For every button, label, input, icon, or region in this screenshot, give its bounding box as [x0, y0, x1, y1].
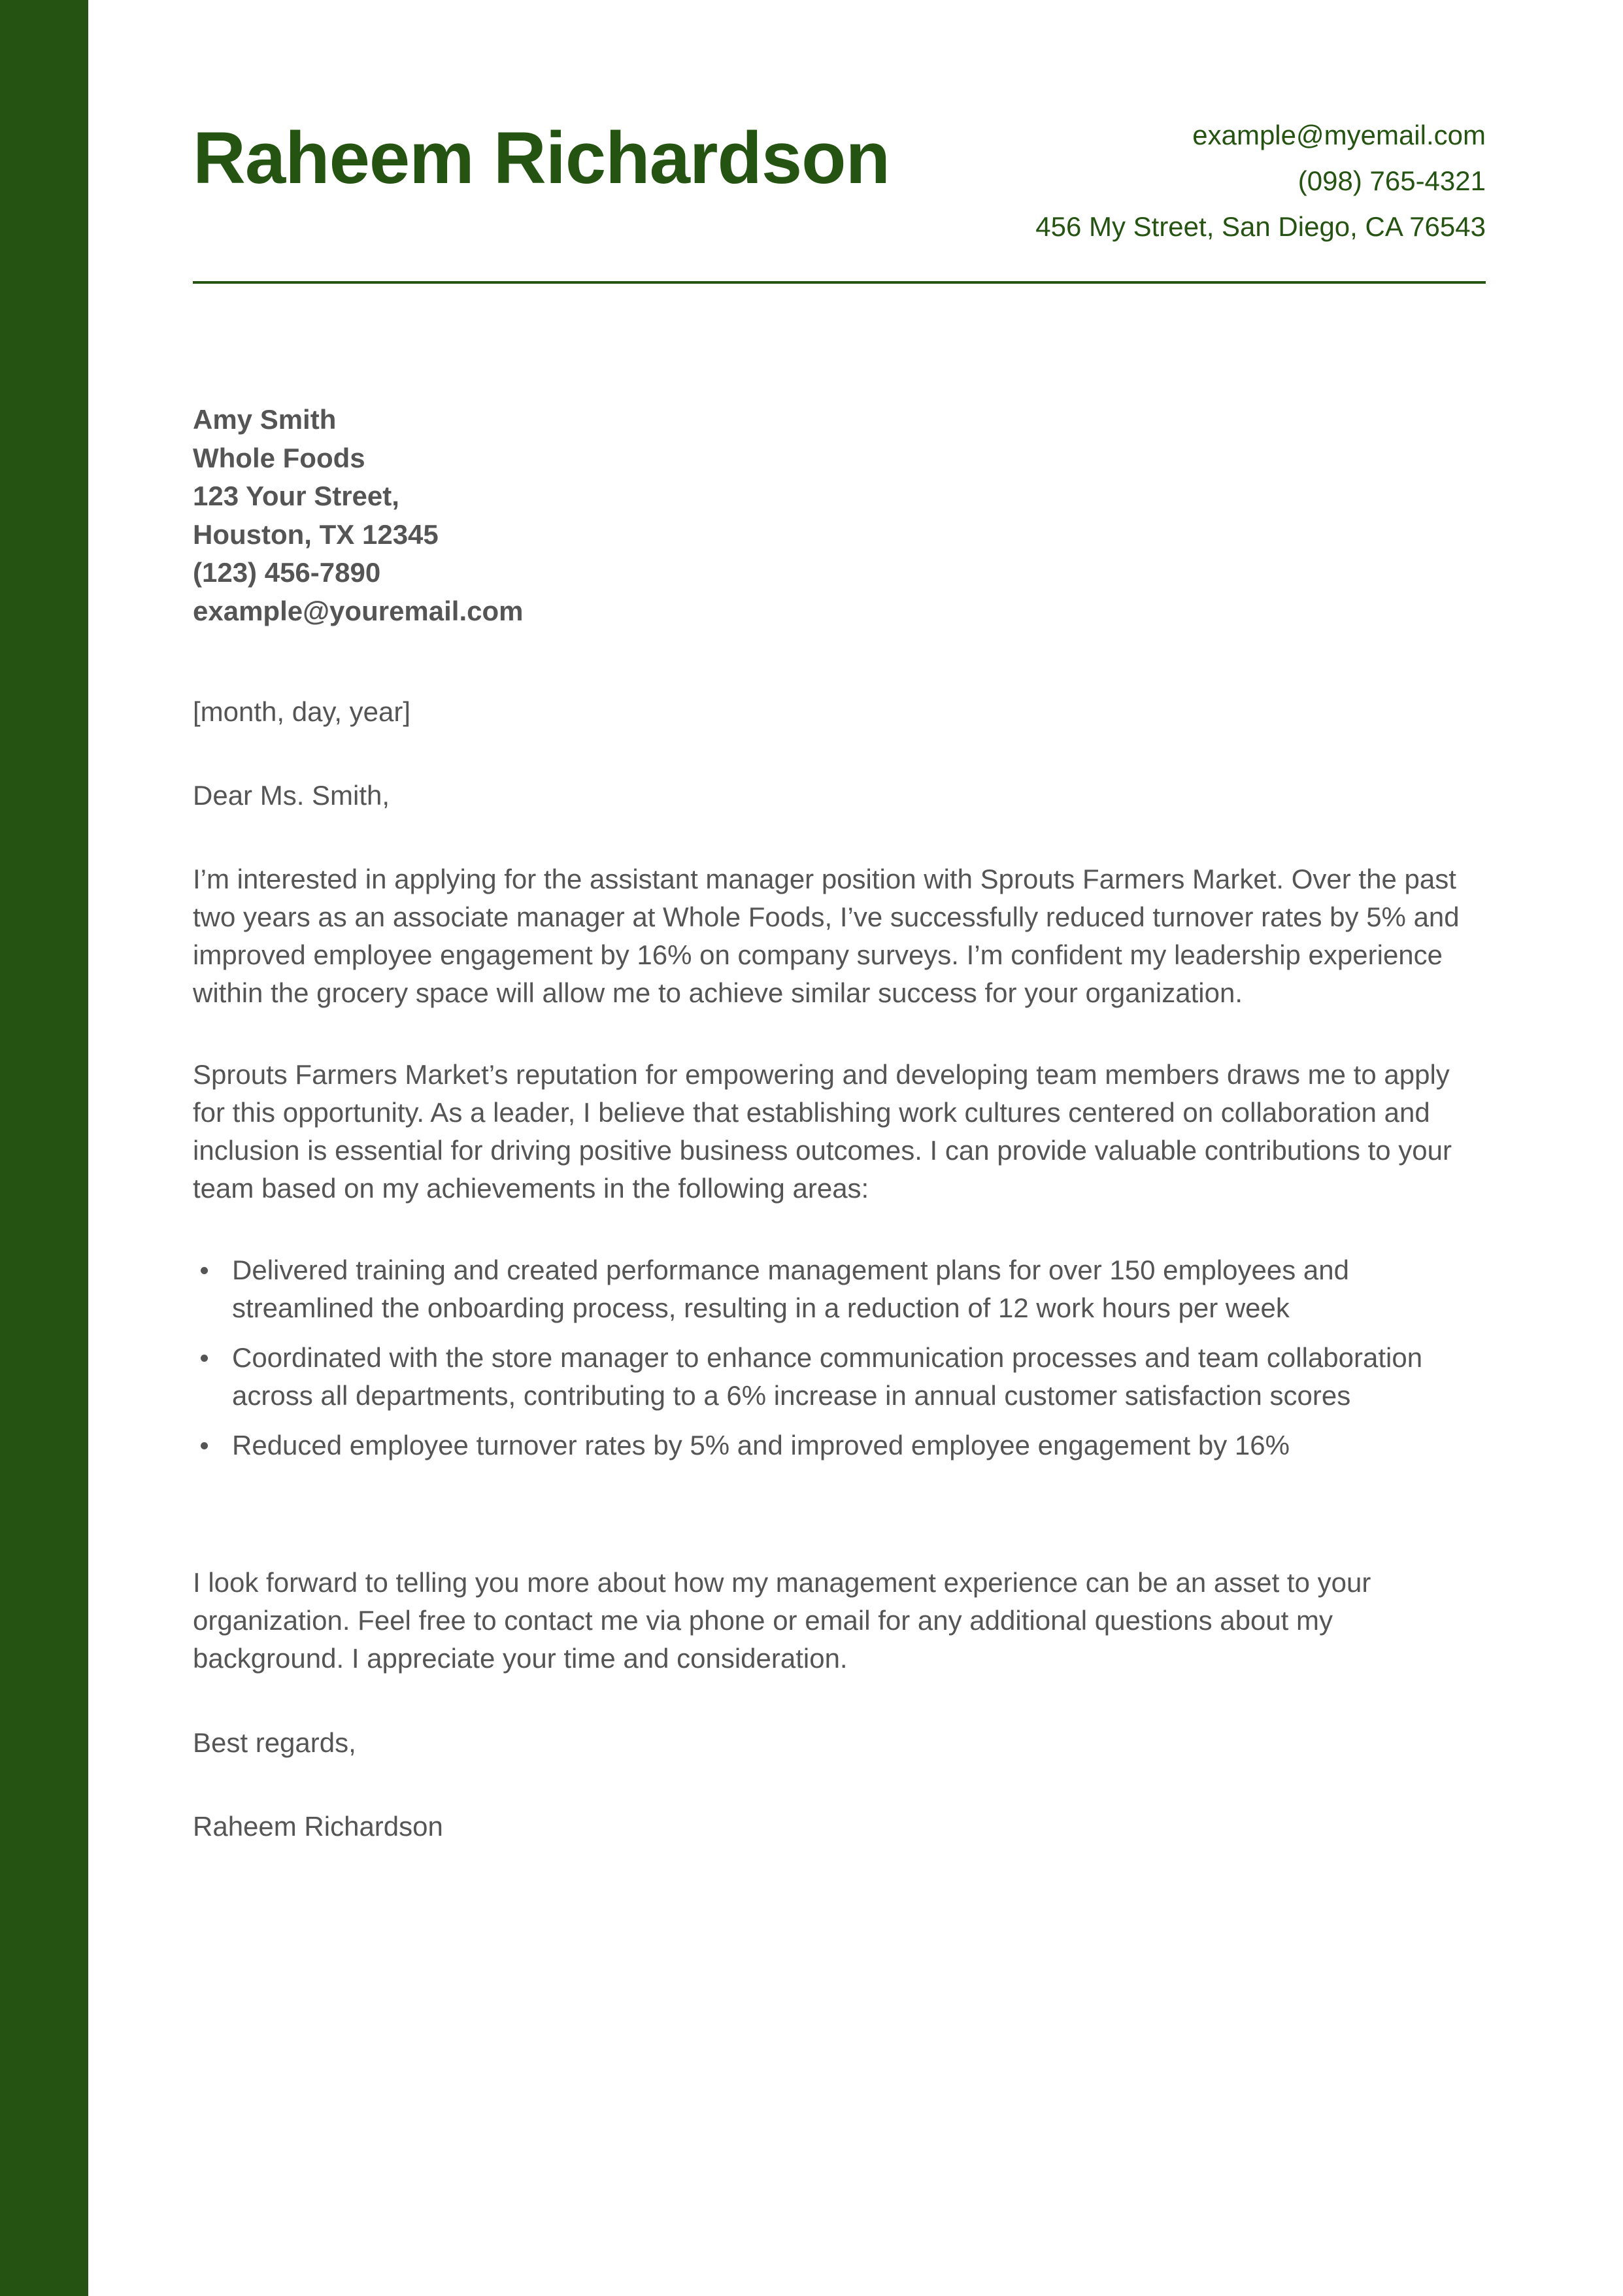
accent-sidebar: [0, 0, 88, 2296]
recipient-street: 123 Your Street,: [193, 481, 399, 511]
list-item: [193, 1339, 1486, 1415]
recipient-phone: (123) 456-7890: [193, 557, 381, 588]
sender-phone: (098) 765-4321: [1297, 165, 1486, 196]
recipient-name: Amy Smith: [193, 404, 337, 435]
recipient-email: example@youremail.com: [193, 595, 524, 626]
list-item: [193, 1427, 1486, 1464]
paragraph-intro: I’m interested in applying for the assistant manager position with Sprouts Farmers Market. Over the past two years as an associate manager at Whole Foods, I’ve successfully reduced turnover rates by 5% and improved employee engagement by 16% on company surveys. I’m confident my leadership experience within the grocery space will allow me to achieve similar success for your organization.: [193, 864, 1460, 1008]
list-item: [193, 1251, 1486, 1327]
bullet-icon: [201, 1442, 208, 1449]
paragraph-qualifications: Sprouts Farmers Market’s reputation for empowering and developing team members draws me to apply for this opportunity. As a leader, I believe that establishing work cultures centered on collaboration and inclusion is essential for driving positive business outcomes. I can provide valuable contributions to your team based on my achievements in the following areas:: [193, 1059, 1452, 1204]
paragraph-closing: I look forward to telling you more about how my management experience can be an asset to your organization. Feel free to contact me via phone or email for any additional questions about my background. I appreciate your time and consideration.: [193, 1567, 1371, 1674]
signature-name: Raheem Richardson: [193, 1811, 443, 1842]
achievements-list: [193, 1251, 1486, 1476]
sender-name: Raheem Richardson: [193, 117, 890, 199]
sender-email: example@myemail.com: [1192, 120, 1486, 150]
cover-letter-page: [193, 0, 1486, 2296]
letter-date: [month, day, year]: [193, 696, 411, 727]
header-divider: [193, 281, 1486, 284]
salutation: Dear Ms. Smith,: [193, 780, 390, 811]
closing-phrase: Best regards,: [193, 1727, 356, 1758]
achievement-text: Coordinated with the store manager to enhance communication processes and team collaboration across all departments, contributing to a 6% increase in annual customer satisfaction scores: [232, 1342, 1423, 1411]
achievement-text: Delivered training and created performance management plans for over 150 employees and streamlined the onboarding process, resulting in a reduction of 12 work hours per week: [232, 1255, 1349, 1323]
sender-contact: [1035, 112, 1486, 250]
letter-header: [193, 0, 1486, 284]
achievement-text: Reduced employee turnover rates by 5% and improved employee engagement by 16%: [232, 1430, 1290, 1460]
bullet-icon: [201, 1267, 208, 1274]
recipient-company: Whole Foods: [193, 442, 365, 473]
sender-address: 456 My Street, San Diego, CA 76543: [1035, 211, 1486, 242]
bullet-icon: [201, 1355, 208, 1362]
recipient-block: [193, 401, 524, 630]
recipient-city: Houston, TX 12345: [193, 518, 439, 550]
